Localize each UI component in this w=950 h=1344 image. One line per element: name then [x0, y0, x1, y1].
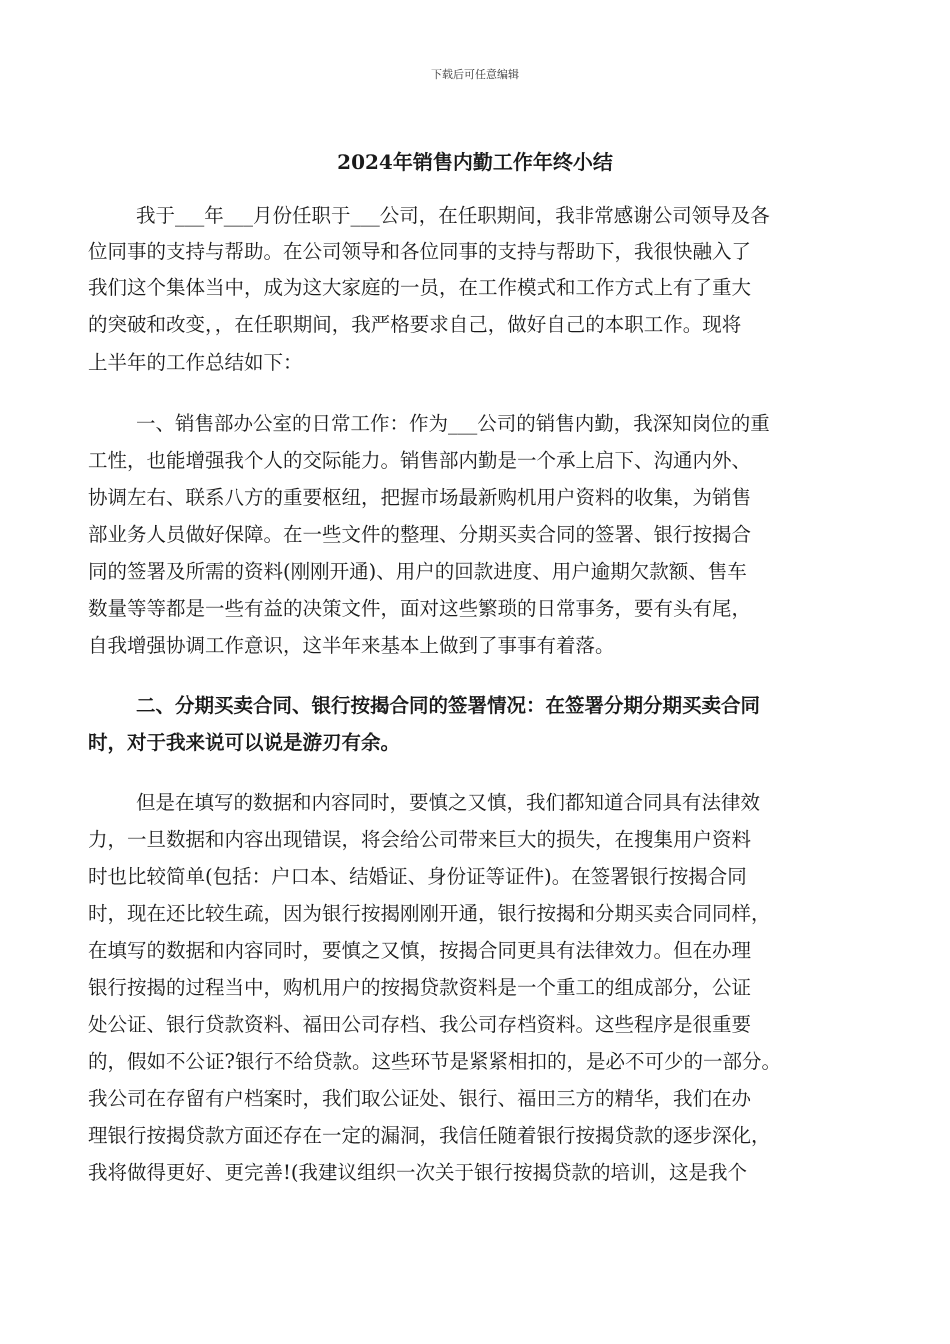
paragraph-line: 位同事的支持与帮助。在公司领导和各位同事的支持与帮助下，我很快融入了: [88, 240, 752, 263]
section-heading-line: 时，对于我来说可以说是游刃有余。: [88, 731, 401, 754]
paragraph-line: 的突破和改变，，在任职期间，我严格要求自己，做好自己的本职工作。现将: [88, 313, 742, 336]
paragraph-line: 在填写的数据和内容同时，要慎之又慎，按揭合同更具有法律效力。但在办理: [88, 939, 752, 962]
paragraph-line: 时也比较简单(包括：户口本、结婚证、身份证等证件)。在签署银行按揭合同: [88, 865, 747, 888]
paragraph-line: 的，假如不公证?银行不给贷款。这些环节是紧紧相扣的，是必不可少的一部分。: [88, 1050, 781, 1073]
paragraph-line: 工性，也能增强我个人的交际能力。销售部内勤是一个承上启下、沟通内外、: [88, 449, 752, 472]
paragraph-line: 我于___年___月份任职于___公司，在任职期间，我非常感谢公司领导及各: [136, 204, 770, 227]
section-heading-line: 二、分期买卖合同、银行按揭合同的签署情况：在签署分期分期买卖合同: [136, 694, 761, 717]
paragraph-line: 上半年的工作总结如下：: [88, 351, 303, 374]
paragraph-line: 自我增强协调工作意识，这半年来基本上做到了事事有着落。: [88, 634, 615, 657]
paragraph-line: 我将做得更好、更完善!(我建议组织一次关于银行按揭贷款的培训，这是我个: [88, 1161, 747, 1184]
paragraph-line: 处公证、银行贷款资料、福田公司存档、我公司存档资料。这些程序是很重要: [88, 1013, 752, 1036]
paragraph-line: 银行按揭的过程当中，购机用户的按揭贷款资料是一个重工的组成部分，公证: [88, 976, 752, 999]
paragraph-line: 理银行按揭贷款方面还存在一定的漏洞，我信任随着银行按揭贷款的逐步深化，: [88, 1124, 771, 1147]
paragraph-line: 但是在填写的数据和内容同时，要慎之又慎，我们都知道合同具有法律效: [136, 791, 761, 814]
paragraph-line: 力，一旦数据和内容出现错误，将会给公司带来巨大的损失，在搜集用户资料: [88, 828, 752, 851]
paragraph-line: 同的签署及所需的资料(刚刚开通)、用户的回款进度、用户逾期欠款额、售车: [88, 560, 747, 583]
paragraph-line: 我公司在存留有户档案时，我们取公证处、银行、福田三方的精华，我们在办: [88, 1087, 752, 1110]
paragraph-line: 部业务人员做好保障。在一些文件的整理、分期买卖合同的签署、银行按揭合: [88, 523, 752, 546]
paragraph-line: 我们这个集体当中，成为这大家庭的一员，在工作模式和工作方式上有了重大: [88, 276, 752, 299]
paragraph-line: 一、销售部办公室的日常工作：作为___公司的销售内勤，我深知岗位的重: [136, 412, 770, 435]
paragraph-line: 时，现在还比较生疏，因为银行按揭刚刚开通，银行按揭和分期买卖合同同样，: [88, 902, 771, 925]
document-title: 2024年销售内勤工作年终小结: [337, 150, 613, 174]
paragraph-line: 协调左右、联系八方的重要枢纽，把握市场最新购机用户资料的收集，为销售: [88, 486, 752, 509]
paragraph-line: 数量等等都是一些有益的决策文件，面对这些繁琐的日常事务，要有头有尾，: [88, 597, 752, 620]
page-header-note: 下载后可任意编辑: [431, 68, 519, 81]
